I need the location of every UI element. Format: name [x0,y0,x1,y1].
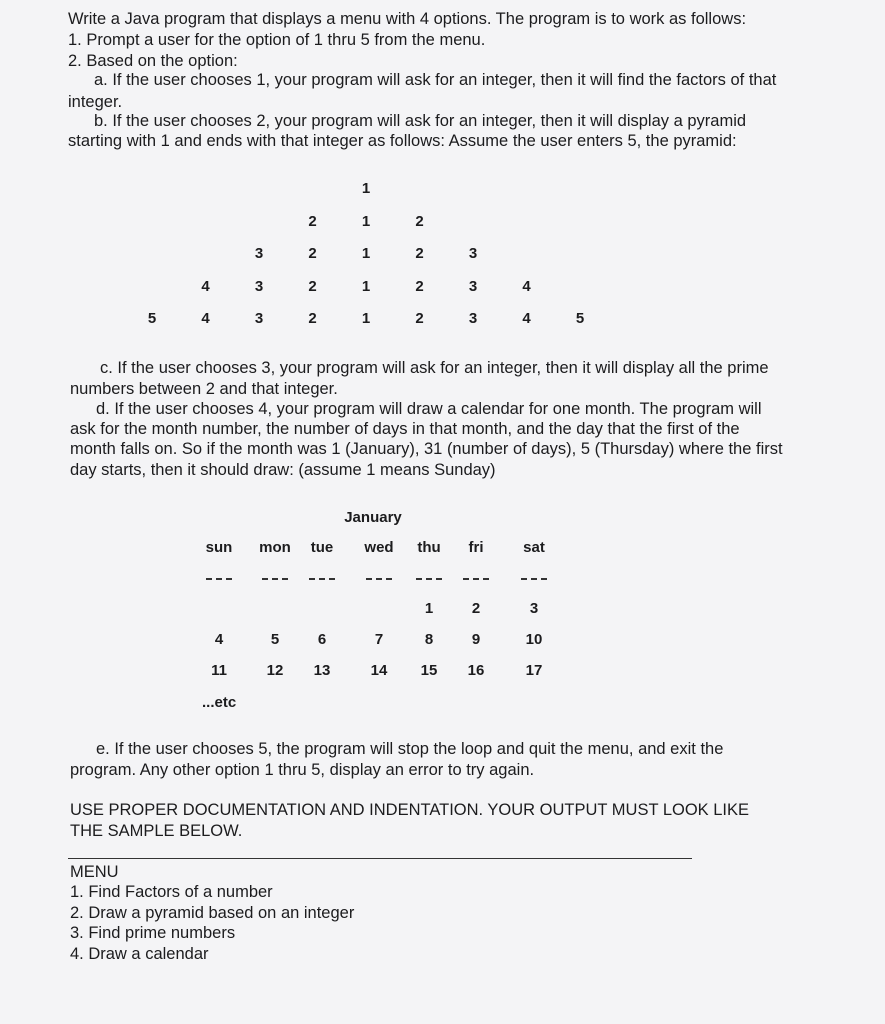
menu-item-3: 3. Find prime numbers [70,924,236,942]
calendar-date: 10 [525,631,543,648]
pyramid-number: 2 [415,310,424,327]
calendar-header-underline [366,578,392,580]
intro-step-1: 1. Prompt a user for the option of 1 thru 5 from the menu. [68,31,486,49]
option-c-line-2: numbers between 2 and that integer. [70,380,338,398]
option-a-line-2: integer. [68,93,123,111]
calendar-date: 6 [317,631,327,648]
pyramid-number: 2 [415,212,424,230]
pyramid-number: 2 [415,277,424,295]
menu-item-4: 4. Draw a calendar [70,945,209,963]
calendar-date: 2 [471,600,481,617]
calendar-date: 17 [525,662,543,679]
option-d-line-1: d. If the user chooses 4, your program will draw a calendar for one month. The program will [96,400,762,418]
pyramid-number: 1 [361,310,371,327]
calendar-date: 1 [424,600,434,617]
calendar-etc: ...etc [202,694,237,711]
option-c-line-1: c. If the user chooses 3, your program will ask for an integer, then it will display all the prime [100,359,769,377]
pyramid-number: 2 [308,310,317,327]
option-d-line-4: day starts, then it should draw: (assume 1 means Sunday) [70,461,496,479]
option-d-line-3: month falls on. So if the month was 1 (January), 31 (number of days), 5 (Thursday) where the first [70,440,783,458]
pyramid-number: 2 [415,245,424,262]
pyramid-number: 5 [575,310,585,327]
calendar-day-header: thu [417,539,441,556]
pyramid-number: 4 [201,310,210,327]
pyramid-number: 4 [522,277,531,295]
option-a-line-1: a. If the user chooses 1, your program will ask for an integer, then it will find the factors of that [94,71,777,89]
pyramid-number: 3 [254,277,264,295]
calendar-date: 14 [370,662,388,679]
calendar-month-title: January [344,509,402,526]
notice-line-1: USE PROPER DOCUMENTATION AND INDENTATION. YOUR OUTPUT MUST LOOK LIKE [70,801,750,819]
pyramid-number: 1 [361,245,371,262]
calendar-day-header: fri [468,539,484,556]
calendar-date: 8 [424,631,434,648]
calendar-day-header: sat [523,539,545,556]
menu-title: MENU [70,863,119,881]
pyramid-number: 1 [361,180,371,197]
calendar-date: 11 [211,662,227,679]
intro-line-1: Write a Java program that displays a menu with 4 options. The program is to work as follows: [68,10,747,28]
divider-line [68,858,692,859]
notice-line-2: THE SAMPLE BELOW. [70,822,243,840]
calendar-day-header: mon [259,539,291,556]
calendar-date: 12 [266,662,284,679]
pyramid-number: 4 [201,277,210,295]
calendar-date: 4 [214,631,224,648]
calendar-header-underline [416,578,442,580]
calendar-date: 13 [313,662,331,679]
pyramid-number: 1 [361,277,371,295]
menu-item-2: 2. Draw a pyramid based on an integer [70,904,355,922]
option-e-line-1: e. If the user chooses 5, the program will stop the loop and quit the menu, and exit the [96,740,724,758]
calendar-day-header: wed [364,539,394,556]
calendar-date: 16 [467,662,485,679]
calendar-day-header: tue [310,539,334,556]
calendar-header-underline [521,578,547,580]
option-d-line-2: ask for the month number, the number of days in that month, and the day that the first of the [70,420,740,438]
calendar-date: 9 [471,631,481,648]
pyramid-number: 2 [308,245,317,262]
option-b-line-2: starting with 1 and ends with that integer as follows: Assume the user enters 5, the pyramid: [68,132,737,150]
pyramid-number: 2 [308,212,317,230]
calendar-date: 7 [374,631,384,648]
calendar-header-underline [262,578,288,580]
calendar-date: 15 [420,662,438,679]
pyramid-number: 4 [522,310,531,327]
option-e-line-2: program. Any other option 1 thru 5, display an error to try again. [70,761,535,779]
pyramid-number: 1 [361,212,371,230]
pyramid-number: 5 [147,310,157,327]
pyramid-number: 3 [468,245,478,262]
pyramid-number: 3 [254,245,264,262]
calendar-header-underline [463,578,489,580]
menu-item-1: 1. Find Factors of a number [70,883,273,901]
pyramid-number: 3 [468,310,478,327]
calendar-date: 5 [270,631,280,648]
calendar-date: 3 [529,600,539,617]
option-b-line-1: b. If the user chooses 2, your program will ask for an integer, then it will display a pyramid [94,112,747,130]
calendar-header-underline [206,578,232,580]
pyramid-number: 2 [308,277,317,295]
calendar-header-underline [309,578,335,580]
pyramid-number: 3 [468,277,478,295]
pyramid-number: 3 [254,310,264,327]
calendar-day-header: sun [205,539,233,556]
intro-step-2: 2. Based on the option: [68,52,238,70]
